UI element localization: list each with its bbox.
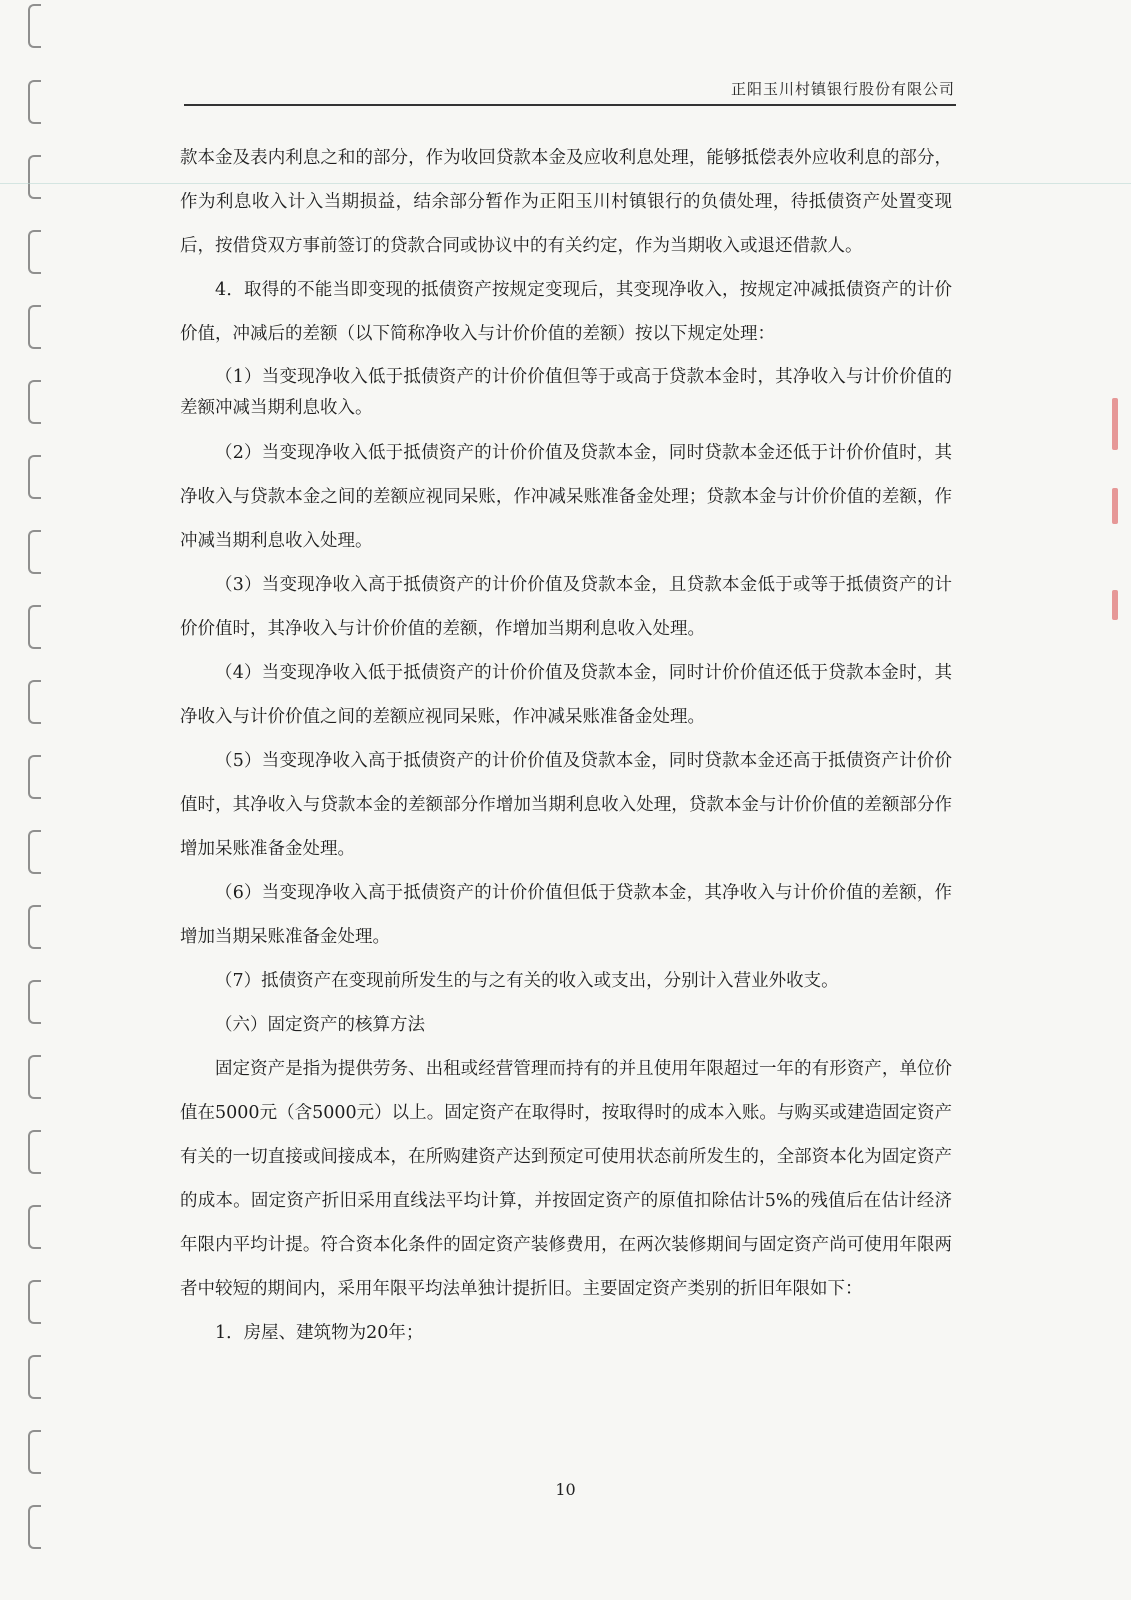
paragraph-depreciation-item-1: 1．房屋、建筑物为20年； (215, 1323, 424, 1343)
binding-mark (28, 1280, 41, 1324)
binding-mark (28, 1505, 41, 1549)
binding-mark (28, 680, 41, 724)
paragraph-rule-4: （4）当变现净收入低于抵债资产的计价价值及贷款本金，同时计价价值还低于贷款本金时，其净收入与计价价值之间的差额应视同呆账，作冲减呆账准备金处理。 (180, 663, 952, 727)
binding-mark (28, 1055, 41, 1099)
binding-mark (28, 455, 41, 499)
binding-mark (28, 1355, 41, 1399)
binding-mark (28, 1430, 41, 1474)
binding-mark (28, 4, 41, 48)
seal-stamp-edge (1112, 488, 1118, 524)
binding-mark (28, 1205, 41, 1249)
seal-stamp-edge (1112, 398, 1118, 450)
binding-mark (28, 80, 41, 124)
binding-mark (28, 530, 41, 574)
paragraph-rule-5: （5）当变现净收入高于抵债资产的计价价值及贷款本金，同时贷款本金还高于抵债资产计价价值时，其净收入与贷款本金的差额部分作增加当期利息收入处理，贷款本金与计价价值的差额部分作增加呆账准备金处理。 (180, 751, 952, 859)
body-text (180, 136, 952, 1355)
paragraph-continuation: 款本金及表内利息之和的部分，作为收回贷款本金及应收利息处理，能够抵偿表外应收利息的部分，作为利息收入计入当期损益，结余部分暂作为正阳玉川村镇银行的负债处理，待抵债资产处置变现后，按借贷双方事前签订的贷款合同或协议中的有关约定，作为当期收入或退还借款人。 (180, 148, 952, 256)
binding-mark (28, 230, 41, 274)
paragraph-rule-7: （7）抵债资产在变现前所发生的与之有关的收入或支出，分别计入营业外收支。 (215, 971, 839, 991)
paragraph-item-4: 4．取得的不能当即变现的抵债资产按规定变现后，其变现净收入，按规定冲减抵债资产的计价价值，冲减后的差额（以下简称净收入与计价价值的差额）按以下规定处理： (180, 280, 952, 344)
paragraph-rule-6: （6）当变现净收入高于抵债资产的计价价值但低于贷款本金，其净收入与计价价值的差额，作增加当期呆账准备金处理。 (180, 883, 952, 947)
paragraph-fixed-assets: 固定资产是指为提供劳务、出租或经营管理而持有的并且使用年限超过一年的有形资产，单位价值在5000元（含5000元）以上。固定资产在取得时，按取得时的成本入账。与购买或建造固定资产有关的一切直接或间接成本，在所购建资产达到预定可使用状态前所发生的，全部资本化为固定资产的成本。固定资产折旧采用直线法平均计算，并按固定资产的原值扣除估计5%的残值后在估计经济年限内平均计提。符合资本化条件的固定资产装修费用，在两次装修期间与固定资产尚可使用年限两者中较短的期间内，采用年限平均法单独计提折旧。主要固定资产类别的折旧年限如下： (180, 1059, 952, 1299)
binding-mark (28, 1130, 41, 1174)
binding-mark (28, 305, 41, 349)
header-company-name: 正阳玉川村镇银行股份有限公司 (730, 80, 955, 98)
paragraph-rule-3: （3）当变现净收入高于抵债资产的计价价值及贷款本金，且贷款本金低于或等于抵债资产的计价价值时，其净收入与计价价值的差额，作增加当期利息收入处理。 (180, 575, 952, 639)
binding-mark (28, 905, 41, 949)
binding-mark (28, 605, 41, 649)
binding-mark (28, 755, 41, 799)
binding-mark (28, 380, 41, 424)
seal-stamp-edge (1112, 590, 1118, 620)
binding-mark (28, 980, 41, 1024)
header-divider (184, 104, 956, 106)
binding-mark (28, 155, 41, 199)
paragraph-rule-1: （1）当变现净收入低于抵债资产的计价价值但等于或高于贷款本金时，其净收入与计价价值的差额冲减当期利息收入。 (180, 367, 952, 418)
section-heading-fixed-assets: （六）固定资产的核算方法 (215, 1015, 425, 1035)
paragraph-rule-2: （2）当变现净收入低于抵债资产的计价价值及贷款本金，同时贷款本金还低于计价价值时，其净收入与贷款本金之间的差额应视同呆账，作冲减呆账准备金处理；贷款本金与计价价值的差额，作冲减当期利息收入处理。 (180, 443, 952, 551)
page-number: 10 (555, 1480, 576, 1499)
binding-mark (28, 830, 41, 874)
